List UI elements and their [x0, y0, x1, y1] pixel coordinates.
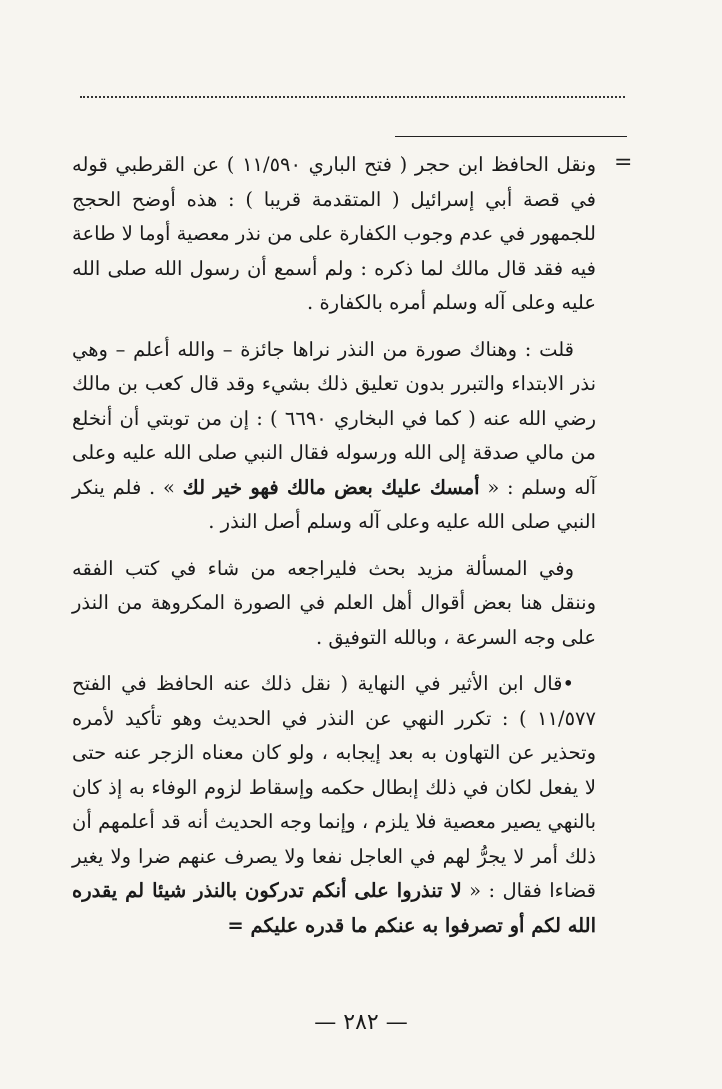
paragraph-text: قلت : وهناك صورة من النذر نراها جائزة – والله أعلم – وهي نذر الابتداء والتبرر بدون تعليق ذلك بشيء وقد قال كعب بن مالك رضي الله عنه ( كما في البخاري ٦٦٩٠ ) : إن من توبتي أن أنخلع من مالي صدقة إلى الله ورسوله فقال النبي صلى الله عليه وعلى آله وسلم : «	[72, 337, 597, 499]
continuation-mark: =	[614, 150, 633, 175]
paragraph	[72, 552, 596, 656]
paragraph-text: وفي المسألة مزيد بحث فليراجعه من شاء في كتب الفقه وننقل هنا بعض أقوال أهل العلم في الصورة المكروهة من النذر على وجه السرعة ، وبالله التوفيق .	[72, 556, 596, 649]
paragraph	[72, 667, 596, 943]
page-number: — ٢٨٢ —	[314, 1010, 408, 1035]
footnote-separator	[395, 136, 627, 137]
header-dotted-rule	[80, 96, 625, 98]
bold-quote: لا تنذروا على أنكم تدركون بالنذر شيئا لم يقدره الله لكم أو تصرفوا به عنكم ما قدره عليكم	[72, 879, 596, 937]
paragraph-text: •قال ابن الأثير في النهاية ( نقل ذلك عنه الحافظ في الفتح ١١/٥٧٧ ) : تكرر النهي عن النذر في الحديث وهو تأكيد لأمره وتحذير عن التهاون به بعد إيجابه ، ولو كان معناه الزجر عنه حتى لا يفعل لكان في ذلك إبطال حكمه وإسقاط لزوم الوفاء به إذ كان بالنهي يصير معصية فلا يلزم ، وإنما وجه الحديث أنه قد أعلمهم أن ذلك أمر لا يجرُّ لهم في العاجل نفعا ولا يصرف عنهم ضرا ولا يغير قضاءا فقال : «	[72, 672, 596, 902]
bold-quote: أمسك عليك بعض مالك فهو خير لك	[182, 475, 480, 499]
paragraph-text: » . فلم ينكر النبي صلى الله عليه وعلى آله وسلم أصل النذر .	[72, 475, 596, 533]
footnote-body	[72, 148, 596, 955]
bold-quote: =	[227, 913, 251, 937]
paragraph-text: ونقل الحافظ ابن حجر ( فتح الباري ١١/٥٩٠ ) عن القرطبي قوله في قصة أبي إسرائيل ( المتقدمة قريبا ) : هذه أوضح الحجج للجمهور في عدم وجوب الكفارة على من نذر معصية أوما لا طاعة فيه فقد قال مالك لما ذكره : ولم أسمع أن رسول الله صلى الله عليه وعلى آله وسلم أمره بالكفارة .	[72, 153, 596, 314]
paragraph	[72, 148, 596, 321]
paragraph	[72, 333, 596, 540]
